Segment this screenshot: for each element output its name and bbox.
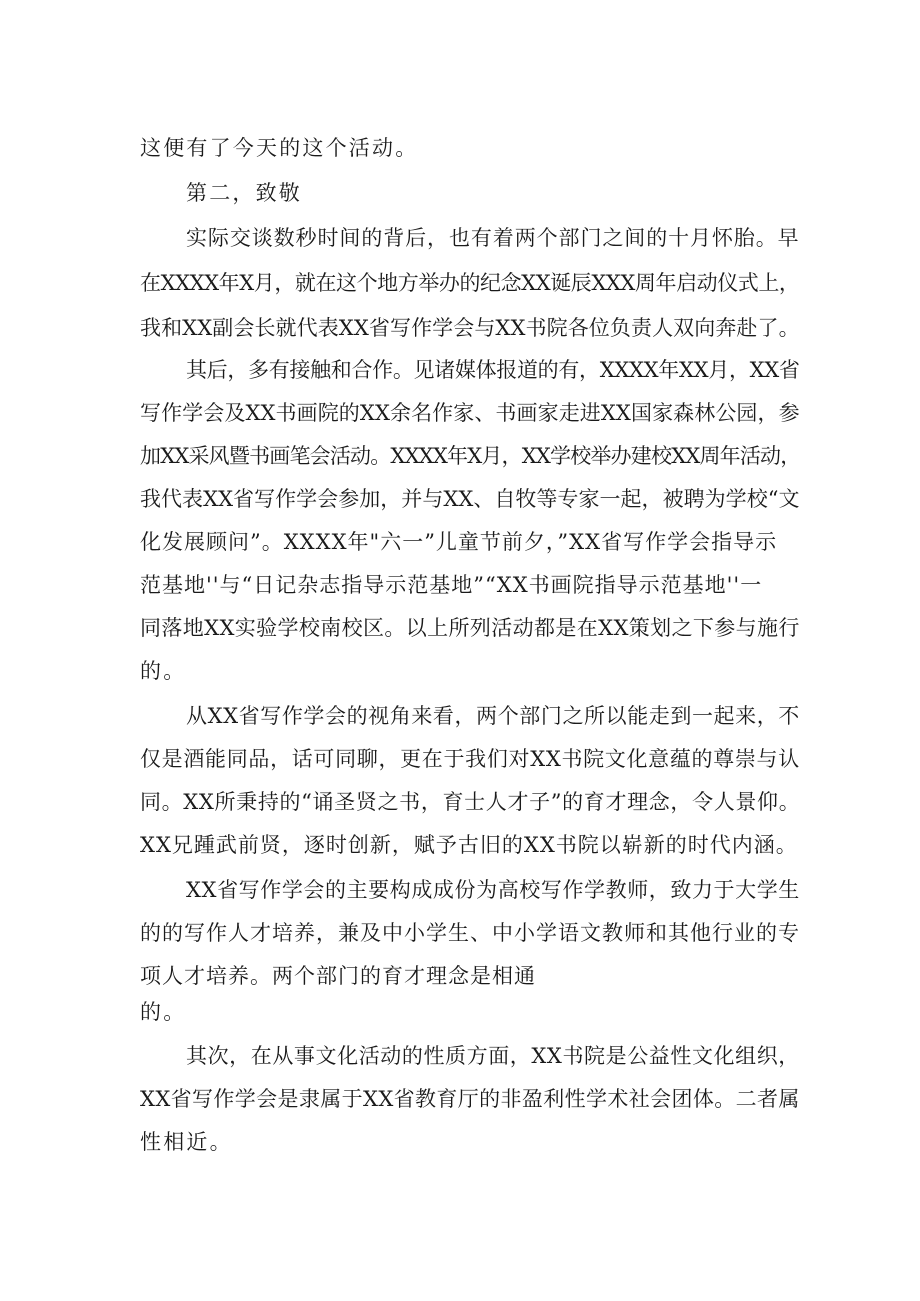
text-line: 同。XX所秉持的“诵圣贤之书，育士人才子”的育才理念，令人景仰。 [140,790,801,814]
text-line: XX省写作学会是隶属于XX省教育厅的非盈利性学术社会团体。二者属 [140,1087,800,1111]
section-heading: 第二，致敬 [186,181,302,205]
text-line: 在XXXX年X月，就在这个地方举办的纪念XX诞辰XXX周年启动仪式上， [140,271,800,295]
text-line: 这便有了今天的这个活动。 [140,136,419,160]
text-line: XX省写作学会的主要构成成份为高校写作学教师，致力于大学生 [186,878,800,902]
text-line: 实际交谈数秒时间的背后，也有着两个部门之间的十月怀胎。早 [186,226,800,250]
text-line: 的的写作人才培养，兼及中小学生、中小学语文教师和其他行业的专 [140,921,800,945]
text-line: 同落地XX实验学校南校区。以上所列活动都是在XX策划之下参与施行 [140,616,800,640]
text-line: 写作学会及XX书画院的XX余名作家、书画家走进XX国家森林公园，参 [140,401,800,425]
text-line: 仅是酒能同品，话可同聊，更在于我们对XX书院文化意蕴的尊崇与认 [140,747,800,771]
text-line: XX兄踵武前贤，逐时创新，赋予古旧的XX书院以崭新的时代内涵。 [140,833,798,857]
text-line: 我代表XX省写作学会参加，并与XX、自牧等专家一起，被聘为学校“文 [140,487,800,511]
text-line: 的。 [140,659,187,683]
text-line: 从XX省写作学会的视角来看，两个部门之所以能走到一起来，不 [186,704,800,728]
text-line: 加XX采风暨书画笔会活动。XXXX年X月，XX学校举办建校XX周年活动， [140,444,801,468]
text-line: 范基地''与“日记杂志指导示范基地”“XX书画院指导示范基地''一 [140,573,763,597]
text-line: 我和XX副会长就代表XX省写作学会与XX书院各位负责人双向奔赴了。 [140,316,800,340]
text-line: 其后，多有接触和合作。见诸媒体报道的有，XXXX年XX月，XX省 [186,358,800,382]
text-line: 项人才培养。两个部门的育才理念是相通 [140,964,536,988]
text-line: 性相近。 [140,1130,233,1154]
text-line: 其次，在从事文化活动的性质方面，XX书院是公益性文化组织， [186,1044,800,1068]
text-line: 化发展顾问”。XXXX年"六一”儿童节前夕，”XX省写作学会指导示 [140,530,778,554]
text-line: 的。 [140,1000,187,1024]
